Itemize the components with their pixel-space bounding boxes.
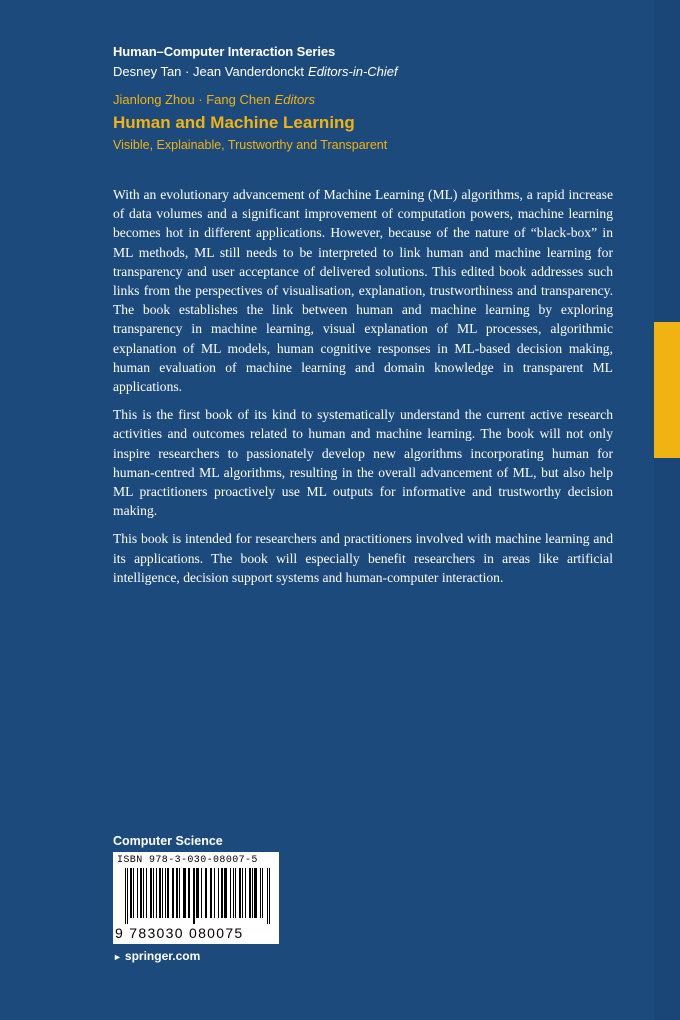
- series-editors-role: Editors-in-Chief: [308, 64, 398, 79]
- barcode-bar: [156, 868, 157, 918]
- barcode-bar: [165, 868, 166, 918]
- barcode-bar: [179, 868, 180, 918]
- barcode-bar: [249, 868, 251, 918]
- barcode-bar: [125, 868, 126, 924]
- barcode-bar: [252, 868, 253, 918]
- barcode-bar: [239, 868, 241, 918]
- barcode-bar: [183, 868, 186, 918]
- barcode-bar: [218, 868, 219, 918]
- isbn-label: ISBN 978-3-030-08007-5: [117, 855, 258, 866]
- barcode-bar: [176, 868, 178, 918]
- series-editors: [113, 64, 398, 79]
- blurb-paragraph: This book is intended for researchers and practitioners involved with machine learning and its applications. The book will especially benefit researchers in areas like artificial intelligence, decision support systems and human-computer interaction.: [113, 531, 613, 585]
- book-title: Human and Machine Learning: [113, 113, 355, 132]
- series-editors-names: Desney Tan · Jean Vanderdonckt: [113, 64, 305, 79]
- barcode-bar: [143, 868, 144, 918]
- book-subtitle: Visible, Explainable, Trustworthy and Transparent: [113, 138, 388, 152]
- barcode-bar: [130, 868, 132, 918]
- barcode-bar: [159, 868, 161, 918]
- barcode-bar: [193, 868, 195, 924]
- barcode-bar: [262, 868, 263, 918]
- barcode-bar: [201, 868, 202, 918]
- barcode-bar: [150, 868, 152, 918]
- barcode-bar: [205, 868, 207, 918]
- publisher-link[interactable]: [113, 949, 200, 963]
- barcode-bar: [133, 868, 134, 918]
- barcode-bar: [245, 868, 246, 918]
- subject-category: Computer Science: [113, 834, 223, 848]
- barcode-bar: [214, 868, 215, 918]
- barcode-bars: [117, 868, 275, 924]
- book-editors-role: Editors: [274, 92, 316, 107]
- blurb-text: [113, 185, 613, 596]
- spine-accent-bar: [654, 322, 680, 458]
- barcode-bar: [162, 868, 163, 918]
- barcode-bar: [196, 868, 199, 918]
- barcode-bar: [260, 868, 261, 918]
- barcode-bar: [233, 868, 234, 918]
- book-editors: [113, 92, 315, 107]
- series-title: Human–Computer Interaction Series: [113, 44, 336, 59]
- book-editors-names: Jianlong Zhou · Fang Chen: [113, 92, 271, 107]
- barcode-bar: [167, 868, 169, 918]
- barcode-bar: [172, 868, 174, 918]
- barcode-bar: [137, 868, 138, 918]
- blurb-paragraph: This is the first book of its kind to systematically understand the current active research activities and outcomes related to human and machine learning. The book will not only inspire researchers to passionately develop new algorithms incorporating human for human-centred ML algorithms, resulting in the overall advancement of ML, but also help ML practitioners proactively use ML outputs for informative and trustworthy decision making.: [113, 407, 613, 519]
- barcode-digits: 9 783030 080075: [115, 925, 244, 941]
- barcode-bar: [230, 868, 231, 918]
- barcode-bar: [269, 868, 270, 924]
- barcode-bar: [221, 868, 223, 918]
- spine-strip: [654, 0, 680, 1020]
- barcode-bar: [140, 868, 142, 918]
- publisher-url: springer.com: [124, 949, 201, 963]
- barcode-bar: [235, 868, 236, 918]
- barcode-bar: [153, 868, 154, 918]
- barcode-bar: [254, 868, 257, 918]
- blurb-paragraph: With an evolutionary advancement of Machine Learning (ML) algorithms, a rapid increase of data volumes and a significant improvement of computation powers, machine learning becomes hot in different applications. However, because of the nature of “black-box” in ML methods, ML still needs to be interpreted to link human and machine learning for transparency and user acceptance of delivered solutions. This edited book addresses such links from the perspectives of visualisation, explanation, trustworthiness and transparency. The book establishes the link between human and machine learning by exploring transparency in machine learning, visual explanation of ML processes, algorithmic explanation of ML models, human cognitive responses in ML-based decision making, human evaluation of machine learning and domain knowledge in transparent ML applications.: [113, 187, 613, 395]
- barcode-bar: [188, 868, 190, 918]
- barcode-bar: [146, 868, 147, 918]
- barcode-bar: [242, 868, 243, 918]
- barcode-bar: [210, 868, 212, 918]
- barcode-bar: [224, 868, 227, 918]
- isbn-barcode: [113, 852, 279, 944]
- barcode-bar: [127, 868, 128, 924]
- arrow-icon: ►: [113, 952, 122, 962]
- barcode-bar: [267, 868, 268, 924]
